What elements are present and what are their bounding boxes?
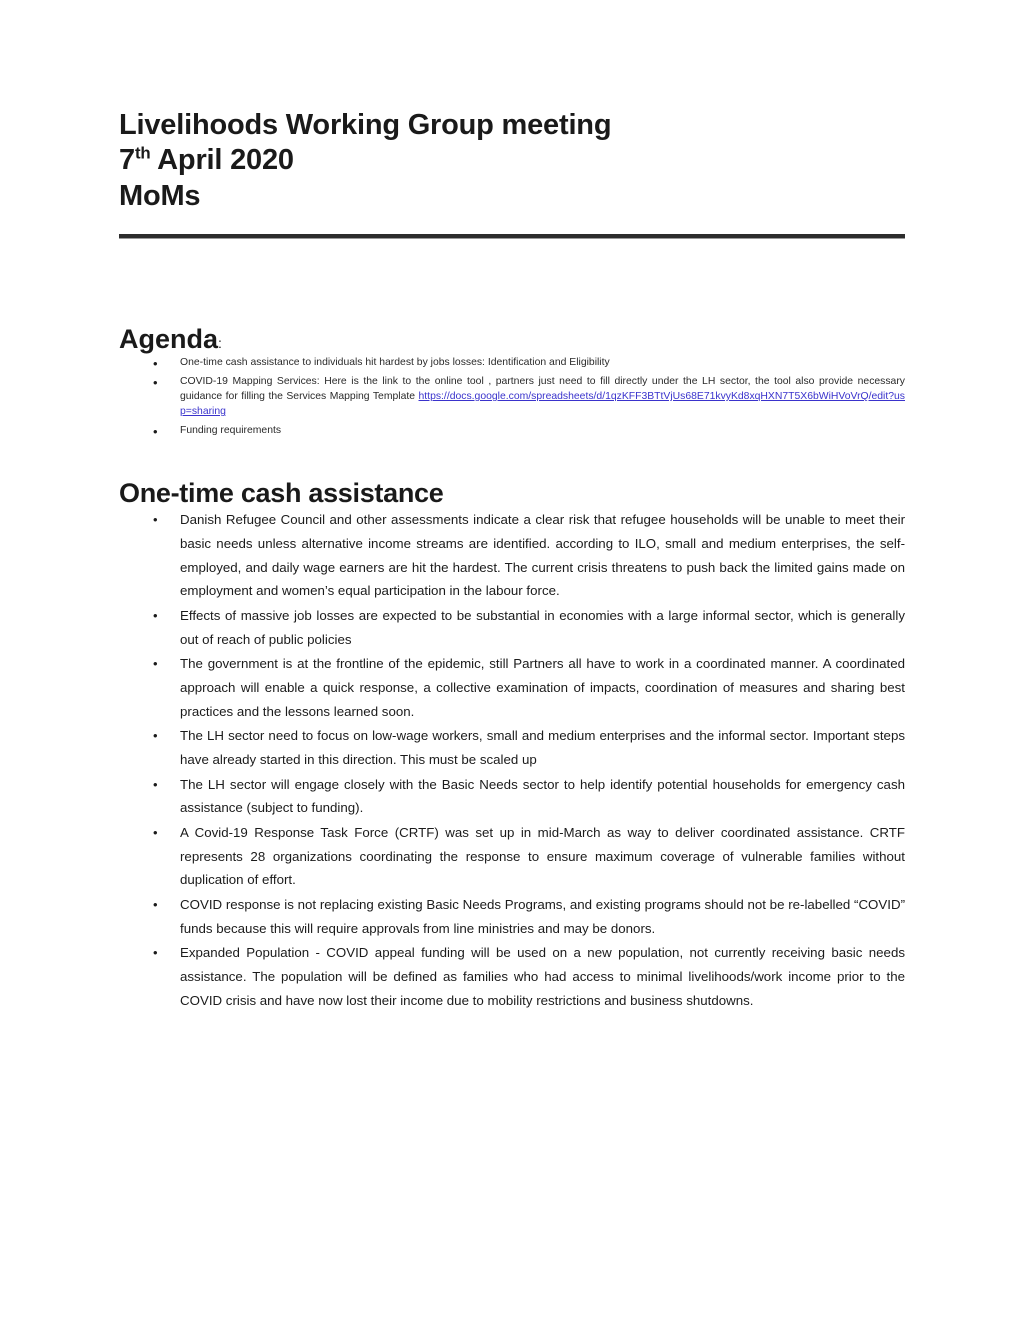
agenda-item-text: One-time cash assistance to individuals hit hardest by jobs losses: Identification and Eligibility	[180, 356, 610, 368]
list-item	[119, 941, 905, 1012]
bullet-icon: •	[153, 945, 158, 961]
agenda-item-text: Funding requirements	[180, 425, 282, 437]
section-item-text: A Covid-19 Response Task Force (CRTF) was set up in mid-March as way to deliver coordinated assistance. CRTF represents 28 organizations coordinating the response to ensure maximum coverage of vulnerable families without duplication of effort.	[180, 824, 905, 888]
list-item	[119, 773, 905, 820]
services-mapping-template-link[interactable]: https://docs.google.com/spreadsheets/d/1qzKFF3BTtVjUs68E71kvyKd8xqHXN7T5X6bWiHVoVrQ/edit?usp=sharing	[180, 390, 905, 418]
document-body	[119, 0, 905, 1013]
bullet-icon: •	[153, 728, 158, 744]
title-line-date	[119, 143, 905, 178]
bullet-icon: •	[153, 512, 158, 528]
agenda-item-text: COVID-19 Mapping Services: Here is the link to the online tool , partners just need to fill directly under the LH sector, the tool also provide necessary guidance for filling the Services Mapping Template	[180, 375, 905, 402]
bullet-icon: •	[153, 374, 158, 390]
agenda-heading	[119, 239, 905, 355]
list-item	[119, 604, 905, 651]
section-item-text: The government is at the frontline of the epidemic, still Partners all have to work in a coordinated manner. A coordinated approach will enable a quick response, a collective examination of impacts, coordination of measures and sharing best practices and the lessons learned soon.	[180, 656, 905, 719]
list-item	[119, 724, 905, 771]
list-item	[119, 652, 905, 723]
bullet-icon: •	[153, 608, 158, 624]
bullet-icon: •	[153, 355, 158, 371]
list-item	[119, 374, 905, 419]
bullet-icon: •	[153, 424, 158, 440]
bullet-icon: •	[153, 896, 158, 912]
list-item	[119, 423, 905, 438]
page-title	[119, 0, 905, 214]
title-date-rest: April 2020	[150, 144, 294, 177]
title-line-meeting: Livelihoods Working Group meeting	[119, 109, 612, 141]
agenda-heading-text: Agenda	[119, 324, 219, 355]
one-time-cash-assistance-list	[119, 508, 905, 1012]
agenda-list	[119, 355, 905, 438]
bullet-icon: •	[153, 776, 158, 792]
list-item	[119, 821, 905, 892]
section-item-text: Effects of massive job losses are expected to be substantial in economies with a large informal sector, which is generally out of reach of public policies	[180, 608, 905, 647]
section-item-text: Expanded Population - COVID appeal funding will be used on a new population, not currently receiving basic needs assistance. The population will be defined as families who had access to minimal livelihoods/work income prior to the COVID crisis and have now lost their income due to mobility restrictions and business shutdowns.	[180, 945, 905, 1008]
bullet-icon: •	[153, 656, 158, 672]
title-date-number: 7	[119, 144, 135, 177]
list-item	[119, 355, 905, 370]
list-item	[119, 508, 905, 603]
list-item	[119, 893, 905, 940]
section-item-text: The LH sector need to focus on low-wage workers, small and medium enterprises and the informal sector. Important steps have already started in this direction. This must be scaled up	[180, 728, 905, 767]
agenda-heading-colon: :	[218, 335, 222, 352]
title-line-moms: MoMs	[119, 179, 201, 212]
title-date-ordinal-suffix: th	[134, 143, 151, 163]
bullet-icon: •	[153, 824, 158, 840]
section-heading-one-time-cash-assistance: One-time cash assistance	[119, 478, 444, 509]
section-item-text: The LH sector will engage closely with the Basic Needs sector to help identify potential households for emergency cash assistance (subject to funding).	[180, 776, 905, 816]
section-item-text: Danish Refugee Council and other assessments indicate a clear risk that refugee households will be unable to meet their basic needs unless alternative income streams are identified. according to ILO, small and medium enterprises, the self-employed, and daily wage earners are hit the hardest. The current crisis threatens to push back the limited gains made on employment and women’s equal participation in the labour force.	[180, 512, 905, 599]
section-item-text: COVID response is not replacing existing Basic Needs Programs, and existing programs should not be re-labelled “COVID” funds because this will require approvals from line ministries and may be donors.	[180, 896, 905, 936]
